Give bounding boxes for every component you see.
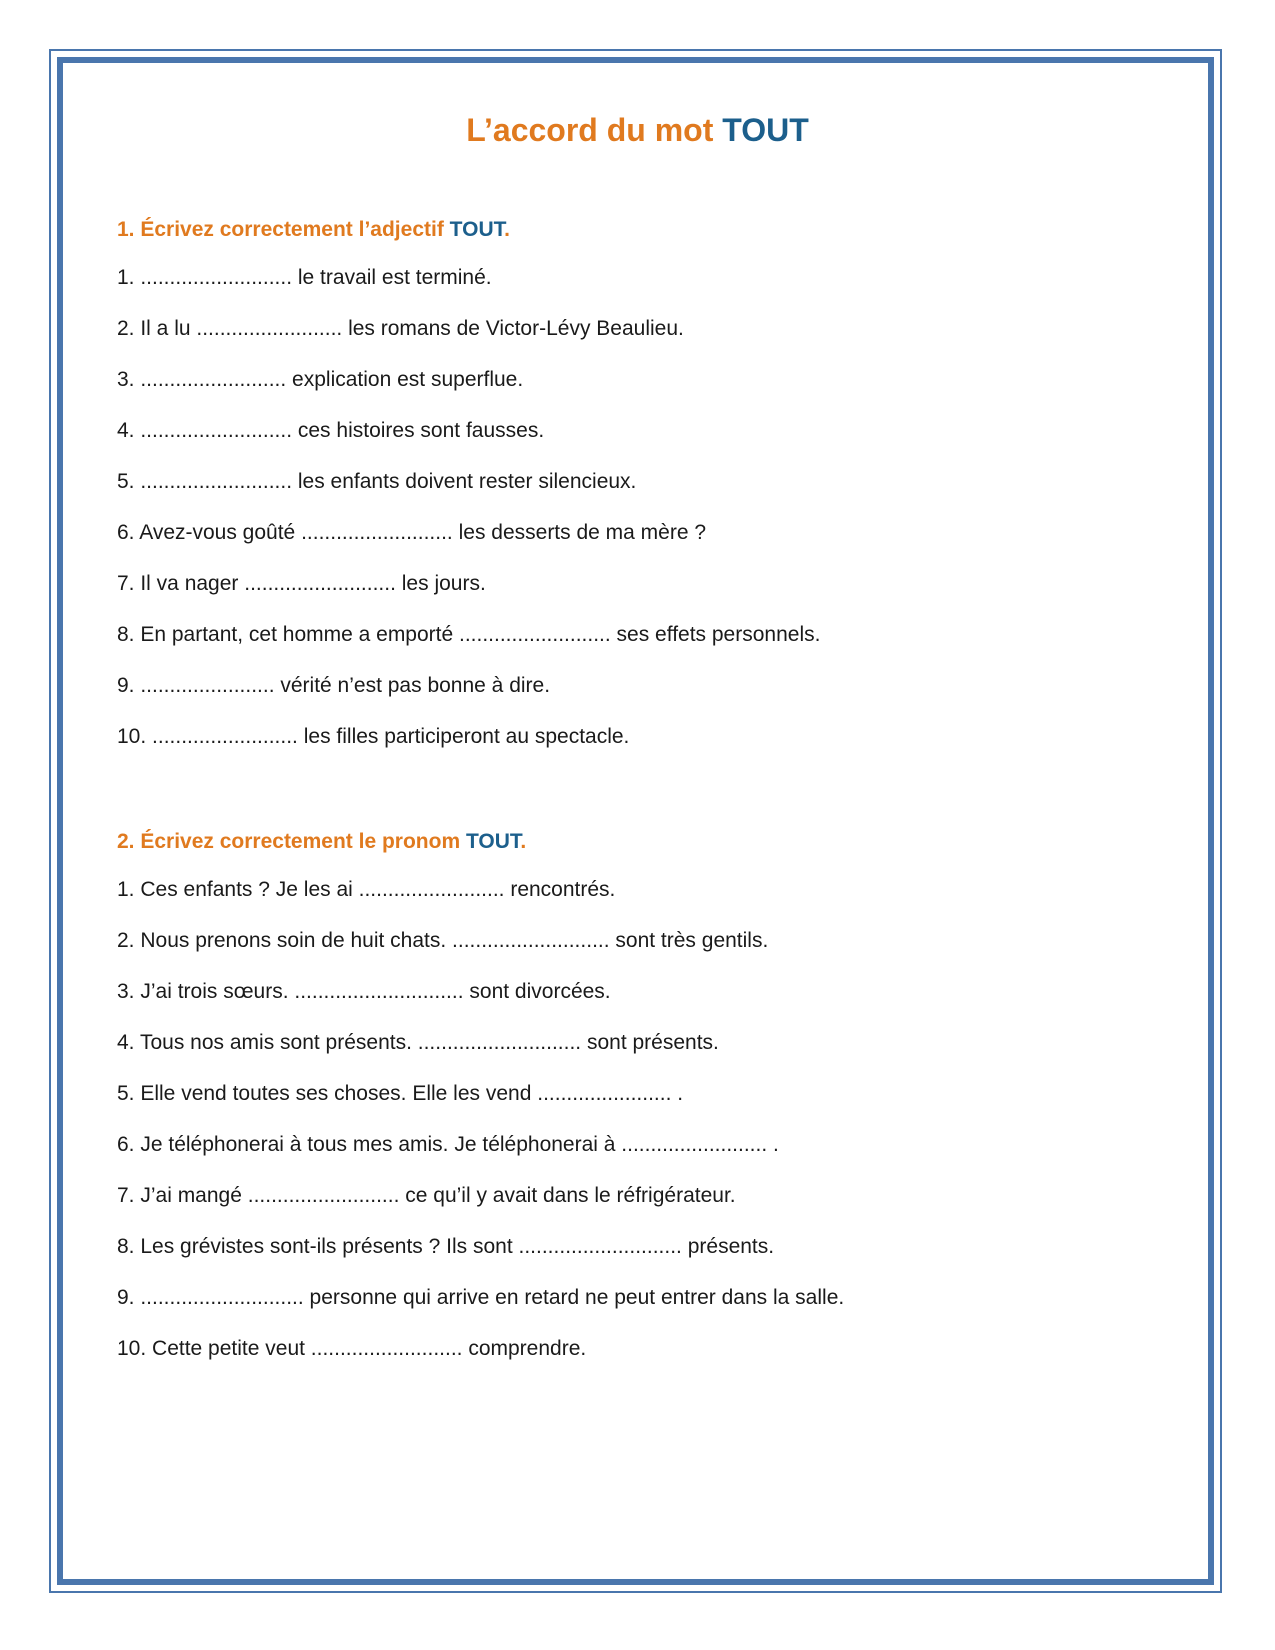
page-title xyxy=(0,108,1275,152)
section-2-exercise-list xyxy=(117,876,844,1386)
exercise-item: 1. Ces enfants ? Je les ai ......................... rencontrés. xyxy=(117,878,616,901)
section-1-heading-keyword: TOUT xyxy=(449,218,505,241)
exercise-item: 7. Il va nager .......................... les jours. xyxy=(117,572,486,595)
exercise-item: 5. .......................... les enfants doivent rester silencieux. xyxy=(117,470,637,493)
page-title-keyword: TOUT xyxy=(722,112,809,148)
section-2-heading-text: 2. Écrivez correctement le pronom xyxy=(117,830,466,853)
exercise-item: 3. J’ai trois sœurs. ............................. sont divorcées. xyxy=(117,980,611,1003)
section-1-exercise-list xyxy=(117,264,820,774)
page-title-prefix: L’accord du mot xyxy=(466,112,723,148)
section-2-heading-keyword: TOUT xyxy=(465,830,521,853)
section-2-heading-period: . xyxy=(520,830,527,853)
exercise-item: 4. Tous nos amis sont présents. ............................ sont présents. xyxy=(117,1031,719,1054)
section-1-heading-text: 1. Écrivez correctement l’adjectif xyxy=(117,218,450,241)
exercise-item: 3. ......................... explication est superflue. xyxy=(117,368,524,391)
exercise-item: 5. Elle vend toutes ses choses. Elle les vend ....................... . xyxy=(117,1082,684,1105)
section-2-heading xyxy=(117,828,526,856)
exercise-item: 7. J’ai mangé .......................... ce qu’il y avait dans le réfrigérateur. xyxy=(117,1184,736,1207)
exercise-item: 9. ....................... vérité n’est pas bonne à dire. xyxy=(117,674,551,697)
exercise-item: 8. Les grévistes sont-ils présents ? Ils sont ............................ présents. xyxy=(117,1235,775,1258)
exercise-item: 1. .......................... le travail est terminé. xyxy=(117,266,492,289)
section-1-heading xyxy=(117,216,510,244)
exercise-item: 8. En partant, cet homme a emporté .......................... ses effets personnels. xyxy=(117,623,821,646)
exercise-item: 10. ......................... les filles participeront au spectacle. xyxy=(117,725,630,748)
exercise-item: 4. .......................... ces histoires sont fausses. xyxy=(117,419,545,442)
section-1-heading-period: . xyxy=(504,218,510,241)
exercise-item: 6. Avez-vous goûté .......................... les desserts de ma mère ? xyxy=(117,521,707,544)
exercise-item: 10. Cette petite veut .......................... comprendre. xyxy=(117,1337,587,1360)
exercise-item: 6. Je téléphonerai à tous mes amis. Je téléphonerai à ......................... . xyxy=(117,1133,779,1156)
exercise-item: 9. ............................ personne qui arrive en retard ne peut entrer dans la salle. xyxy=(117,1286,845,1309)
exercise-item: 2. Il a lu ......................... les romans de Victor-Lévy Beaulieu. xyxy=(117,317,684,340)
exercise-item: 2. Nous prenons soin de huit chats. ........................... sont très gentils. xyxy=(117,929,769,952)
